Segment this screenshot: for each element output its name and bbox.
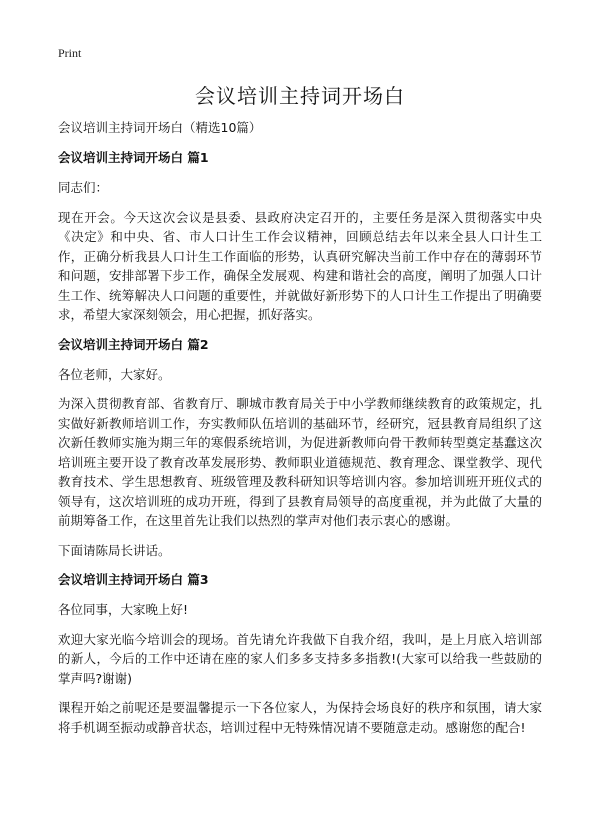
paragraph: 各位老师，大家好。 bbox=[58, 366, 171, 382]
section-heading-1: 会议培训主持词开场白 篇1 bbox=[58, 150, 209, 165]
paragraph: 现在开会。今天这次会议是县委、县政府决定召开的，主要任务是深入贯彻落实中央《决定》和中央、省、市人口计生工作会议精神，回顾总结去年以来全县人口计生工作，正确分析我县人口计生工作面临的形势，认真研究解决当前工作中存在的薄弱环节和问题，安排部署下步工作，确保全发展观、构建和谐社会的高度，阐明了加强人口计生工作、统筹解决人口问题的重要性，并就做好新形势下的人口计生工作提出了明确要求，希望大家深刻领会，用心把握，抓好落实。 bbox=[58, 209, 542, 322]
paragraph: 各位同事，大家晚上好! bbox=[58, 602, 189, 617]
paragraph: 欢迎大家光临今培训会的现场。首先请允许我做下自我介绍，我叫，是上月底入培训部的新人，今后的工作中还请在座的家人们多多支持多多指教!(大家可以给我一些鼓励的掌声吗?谢谢) bbox=[58, 631, 542, 686]
paragraph: 下面请陈局长讲话。 bbox=[58, 542, 171, 558]
section-heading-2: 会议培训主持词开场白 篇2 bbox=[58, 336, 209, 352]
page-title: 会议培训主持词开场白 bbox=[195, 84, 405, 108]
paragraph: 同志们： bbox=[58, 180, 109, 195]
print-label[interactable]: Print bbox=[58, 46, 82, 60]
paragraph: 为深入贯彻教育部、省教育厅、聊城市教育局关于中小学教师继续教育的政策规定，扎实做好新教师培训工作，夯实教师队伍培训的基础环节，经研究，冠县教育局组织了这次新任教师实施为期三年的寒假系统培训，为促进新教师向骨干教师转型奠定基蠢这次培训班主要开设了教育改革发展形势、教师职业道德规范、教育理念、课堂教学、现代教育技术、学生思想教育、班级管理及教科研知识等培训内容。参加培训班开班仪式的领导有，这次培训班的成功开班，得到了县教育局领导的高度重视，并为此做了大量的前期筹备工作，在这里首先让我们以热烈的掌声对他们表示衷心的感谢。 bbox=[58, 396, 542, 528]
document-subtitle: 会议培训主持词开场白（精选10篇） bbox=[58, 120, 262, 135]
paragraph: 课程开始之前呢还是要温馨提示一下各位家人，为保持会场良好的秩序和氛围，请大家将手机调至振动或静音状态，培训过程中无特殊情况请不要随意走动。感谢您的配合! bbox=[58, 700, 542, 735]
document-body bbox=[58, 118, 542, 747]
section-heading-3: 会议培训主持词开场白 篇3 bbox=[58, 572, 209, 587]
